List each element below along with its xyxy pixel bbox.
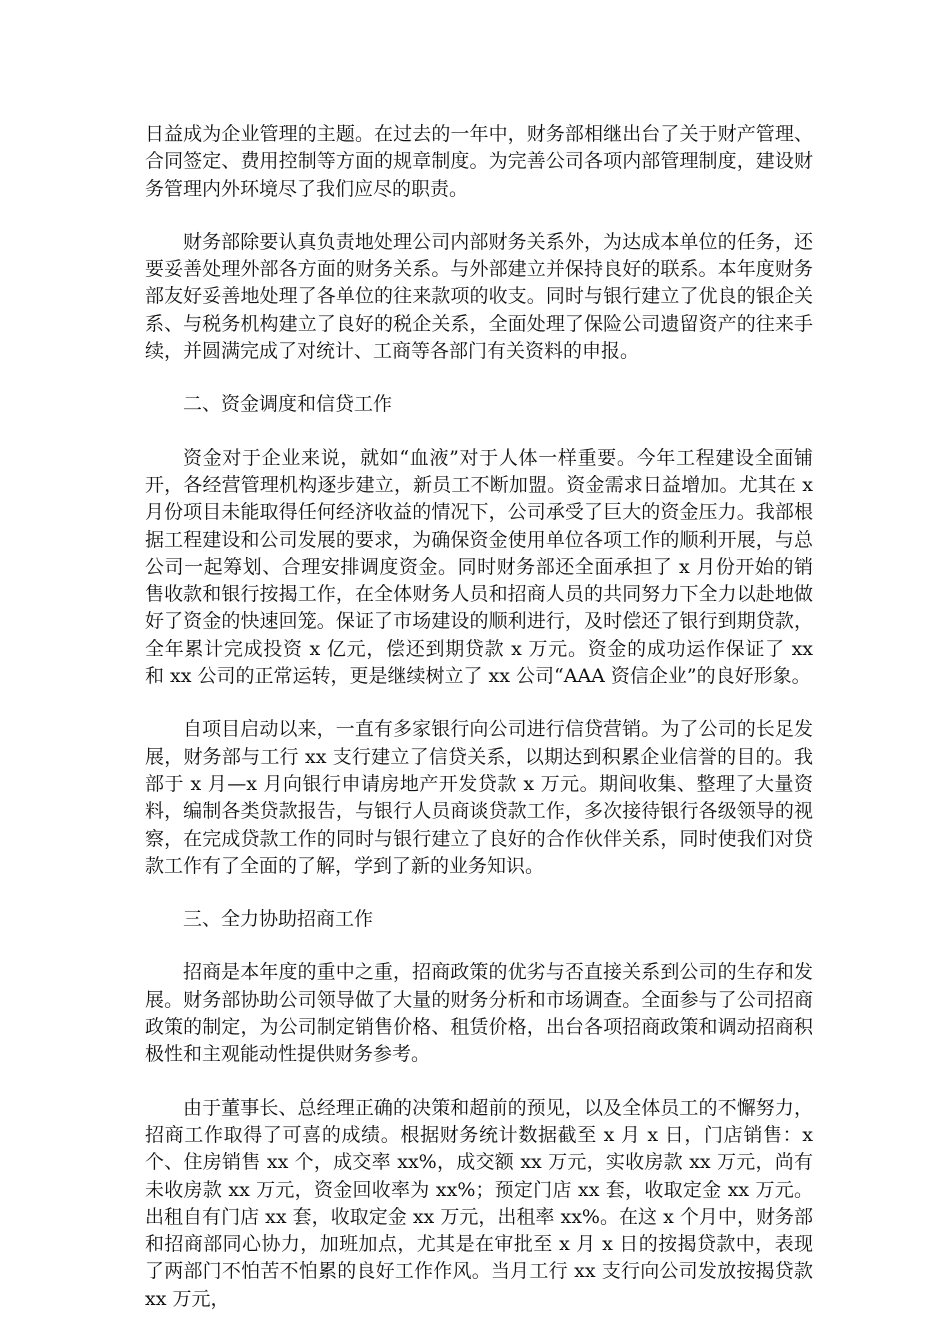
paragraph-investment-results: 由于董事长、总经理正确的决策和超前的预见，以及全体员工的不懈努力，招商工作取得了可喜的成绩。根据财务统计数据截至 x 月 x 日，门店销售：x 个、住房销售 xx 个，成交率 xx%，成交额 xx 万元，实收房款 xx 万元，尚有未收房款 xx 万元，资金回收率为 xx%；预定门店 xx 套，收取定金 xx 万元。出租自有门店 xx 套，收取定金 xx 万元，出租率 xx%。在这 x 个月中，财务部和招商部同心协力，加班加点，尤其是在审批至 x 月 x 日的按揭贷款中，表现了两部门不怕苦不怕累的良好工作作风。当月工行 xx 支行向公司发放按揭贷款 xx 万元， bbox=[145, 1096, 813, 1310]
document-page bbox=[145, 121, 813, 1339]
section-heading-investment: 三、全力协助招商工作 bbox=[183, 908, 374, 931]
paragraph-funds-dispatch: 资金对于企业来说，就如“血液”对于人体一样重要。今年工程建设全面铺开，各经营管理机构逐步建立，新员工不断加盟。资金需求日益增加。尤其在 x 月份项目未能取得任何经济收益的情况下，公司承受了巨大的资金压力。我部根据工程建设和公司发展的要求，为确保资金使用单位各项工作的顺利开展，与总公司一起筹划、合理安排调度资金。同时财务部还全面承担了 x 月份开始的销售收款和银行按揭工作，在全体财务人员和招商人员的共同努力下全力以赴地做好了资金的快速回笼。保证了市场建设的顺利进行，及时偿还了银行到期贷款，全年累计完成投资 x 亿元，偿还到期贷款 x 万元。资金的成功运作保证了 xx 和 xx 公司的正常运转，更是继续树立了 xx 公司“AAA 资信企业”的良好形象。 bbox=[145, 446, 813, 688]
section-heading-funds: 二、资金调度和信贷工作 bbox=[183, 393, 393, 416]
paragraph-intro-continuation: 日益成为企业管理的主题。在过去的一年中，财务部相继出台了关于财产管理、合同签定、费用控制等方面的规章制度。为完善公司各项内部管理制度，建设财务管理内外环境尽了我们应尽的职责。 bbox=[145, 123, 813, 200]
paragraph-investment-policy: 招商是本年度的重中之重，招商政策的优劣与否直接关系到公司的生存和发展。财务部协助公司领导做了大量的财务分析和市场调查。全面参与了公司招商政策的制定，为公司制定销售价格、租赁价格，出台各项招商政策和调动招商积极性和主观能动性提供财务参考。 bbox=[145, 961, 813, 1066]
paragraph-external-relations: 财务部除要认真负责地处理公司内部财务关系外，为达成本单位的任务，还要妥善处理外部各方面的财务关系。与外部建立并保持良好的联系。本年度财务部友好妥善地处理了各单位的往来款项的收支。同时与银行建立了优良的银企关系、与税务机构建立了良好的税企关系，全面处理了保险公司遗留资产的往来手续，并圆满完成了对统计、工商等各部门有关资料的申报。 bbox=[145, 230, 813, 363]
paragraph-credit: 自项目启动以来，一直有多家银行向公司进行信贷营销。为了公司的长足发展，财务部与工行 xx 支行建立了信贷关系，以期达到积累企业信誉的目的。我部于 x 月—x 月向银行申请房地产开发贷款 x 万元。期间收集、整理了大量资料，编制各类贷款报告，与银行人员商谈贷款工作，多次接待银行各级领导的视察，在完成贷款工作的同时与银行建立了良好的合作伙伴关系，同时使我们对贷款工作有了全面的了解，学到了新的业务知识。 bbox=[145, 718, 813, 877]
